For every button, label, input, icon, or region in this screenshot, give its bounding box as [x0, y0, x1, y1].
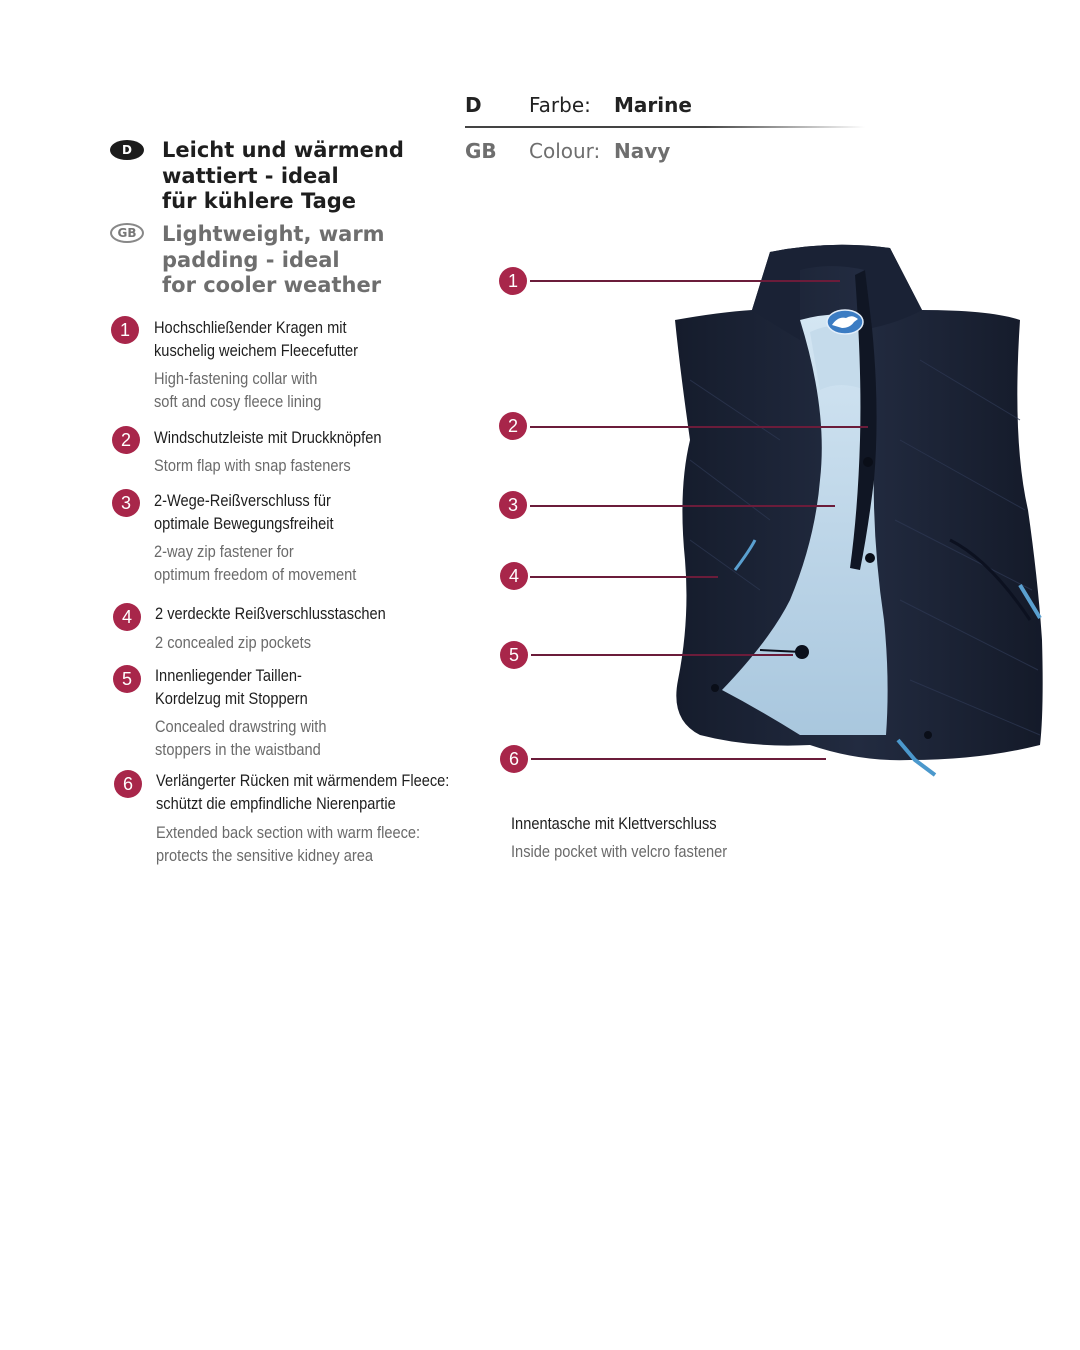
color-label-de: Farbe:	[529, 93, 591, 117]
callout-number-5: 5	[500, 641, 528, 669]
color-value-de: Marine	[614, 93, 692, 117]
feature-6-en: Extended back section with warm fleece: protects the sensitive kidney area	[156, 823, 421, 865]
headline-en: Lightweight, warm padding - ideal for cooler weather	[162, 222, 385, 297]
callout-number-4: 4	[500, 562, 528, 590]
callout-line-2	[530, 426, 868, 428]
feature-4-de: 2 verdeckte Reißverschlusstaschen	[155, 604, 386, 623]
feature-3-en: 2-way zip fastener for optimum freedom of movement	[154, 542, 357, 584]
headline-de: Leicht und wärmend wattiert - ideal für kühlere Tage	[162, 138, 404, 213]
feature-number-5: 5	[113, 665, 141, 693]
callout-line-5	[531, 654, 793, 656]
callout-number-6: 6	[500, 745, 528, 773]
color-lang-code-de: D	[465, 93, 482, 117]
color-value-en: Navy	[614, 139, 671, 163]
callout-number-2: 2	[499, 412, 527, 440]
horse-logo-icon	[827, 310, 863, 334]
callout-line-1	[530, 280, 840, 282]
caption-en: Inside pocket with velcro fastener	[511, 842, 728, 861]
callout-line-4	[530, 576, 718, 578]
feature-2-en: Storm flap with snap fasteners	[154, 456, 351, 475]
callout-line-3	[530, 505, 835, 507]
color-divider	[465, 126, 865, 128]
feature-number-6: 6	[114, 770, 142, 798]
feature-6-de: Verlängerter Rücken mit wärmendem Fleece: schützt die empfindliche Nierenpartie	[156, 771, 450, 813]
feature-5-en: Concealed drawstring with stoppers in the waistband	[155, 717, 327, 759]
feature-1-de: Hochschließender Kragen mit kuschelig weichem Fleecefutter	[154, 318, 358, 360]
caption-de: Innentasche mit Klettverschluss	[511, 814, 717, 833]
vest-illustration	[660, 240, 1060, 785]
lang-badge-de: D	[110, 140, 144, 160]
callout-number-3: 3	[499, 491, 527, 519]
callout-line-6	[531, 758, 826, 760]
lang-badge-gb: GB	[110, 223, 144, 243]
feature-number-3: 3	[112, 489, 140, 517]
color-lang-code-en: GB	[465, 139, 497, 163]
feature-number-1: 1	[111, 316, 139, 344]
feature-number-4: 4	[113, 603, 141, 631]
callout-number-1: 1	[499, 267, 527, 295]
feature-1-en: High-fastening collar with soft and cosy fleece lining	[154, 369, 322, 411]
feature-number-2: 2	[112, 426, 140, 454]
feature-4-en: 2 concealed zip pockets	[155, 633, 312, 652]
color-label-en: Colour:	[529, 139, 601, 163]
feature-5-de: Innenliegender Taillen- Kordelzug mit Stoppern	[155, 666, 308, 708]
feature-3-de: 2-Wege-Reißverschluss für optimale Bewegungsfreiheit	[154, 491, 334, 533]
feature-2-de: Windschutzleiste mit Druckknöpfen	[154, 428, 382, 447]
